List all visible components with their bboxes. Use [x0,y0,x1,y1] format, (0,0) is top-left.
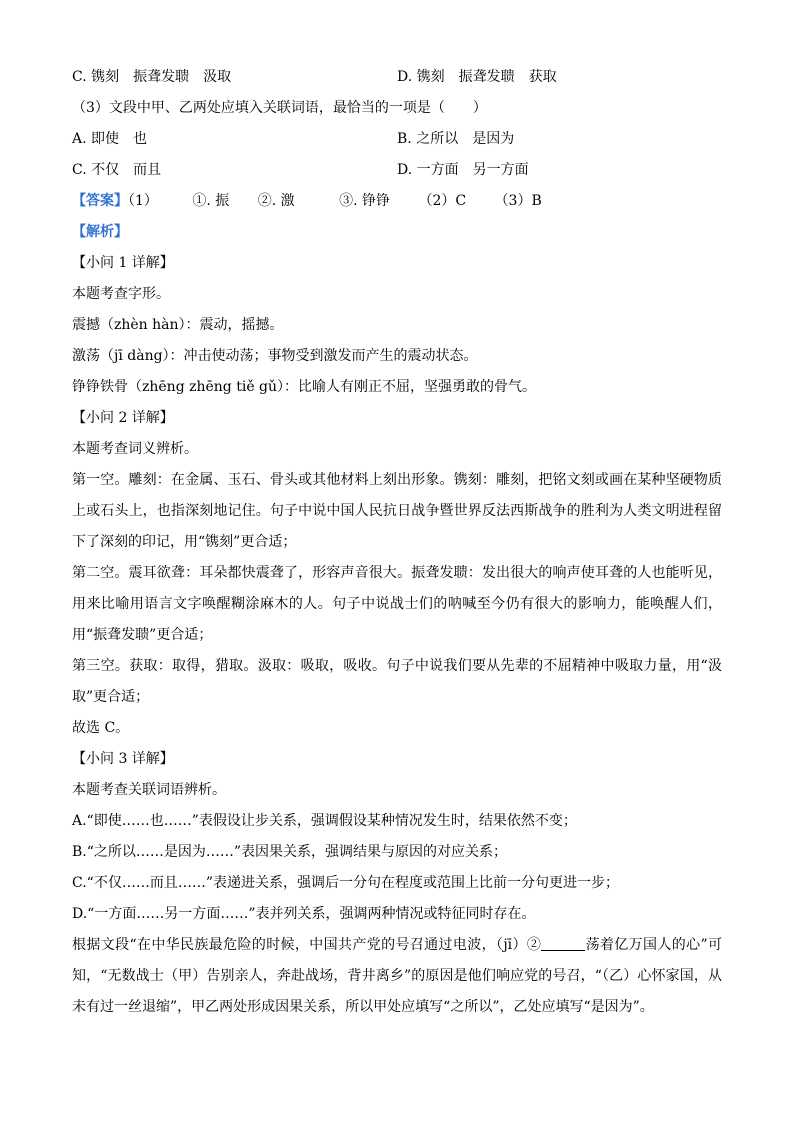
section-2-paragraph-1: 第一空。雕刻：在金属、玉石、骨头或其他材料上刻出形象。镌刻：雕刻，把铭文刻或画在某种坚硬物质上或石头上，也指深刻地记住。句子中说中国人民抗日战争暨世界反法西斯战争的胜利为人类文明进程留下了深刻的印记，用“镌刻”更合适； [72,472,722,550]
q3-option-a: A. 即使 也 [72,131,148,147]
final-paragraph-rest: 荡着亿万国人的心”可知，“无数战士（甲）告别亲人，奔赴战场，背井离乡”的原因是他们响应党的号召，“（乙）心怀家国，从未有过一丝退缩”，甲乙两处形成因果关系，所以甲处应填写“之所以”，乙处应填写“是因为”。 [72,937,722,1015]
document-page [72,62,722,1023]
analysis-tag: 【解析】 [72,224,128,240]
answer-item-1: ①. 振 [192,193,230,209]
section-1-title: 【小问 1 详解】 [72,255,174,271]
q3-stem: （3）文段中甲、乙两处应填入关联词语，最恰当的一项是（ ） [72,100,487,116]
section-3-intro: 本题考查关联词语辨析。 [72,782,226,798]
q3-option-b: B. 之所以 是因为 [397,131,515,147]
section-2-title: 【小问 2 详解】 [72,410,174,426]
answer-row [72,186,722,217]
answer-item-3: ③. 铮铮 [339,193,390,209]
section-1-line-1: 震撼（zhèn hàn）：震动，摇撼。 [72,317,284,333]
section-3-option-c: C.“不仅……而且……”表递进关系，强调后一分句在程度或范围上比前一分句更进一步； [72,875,619,891]
section-3-option-d: D.“一方面……另一方面……”表并列关系，强调两种情况或特征同时存在。 [72,906,536,922]
final-paragraph-start: 根据文段“在中华民族最危险的时候，中国共产党的号召通过电波，（jī）② [72,937,542,953]
q2-option-d: D. 镌刻 振聋发聩 获取 [397,69,557,85]
section-3-final-paragraph [72,930,722,1023]
q3-option-d: D. 一方面 另一方面 [397,162,529,178]
answer-part-2: （2）C [418,193,467,209]
section-3-option-a: A.“即使……也……”表假设让步关系，强调假设某种情况发生时，结果依然不变； [72,813,577,829]
q2-option-c: C. 镌刻 振聋发聩 汲取 [72,69,232,85]
section-1-line-3: 铮铮铁骨（zhēng zhēng tiě gǔ）：比喻人有刚正不屈，坚强勇敢的骨气。 [72,379,537,395]
answer-part-3: （3）B [494,193,542,209]
section-1-intro: 本题考查字形。 [72,286,170,302]
section-2-conclusion: 故选 C。 [72,720,130,736]
q3-option-c: C. 不仅 而且 [72,162,162,178]
section-3-option-b: B.“之所以……是因为……”表因果关系，强调结果与原因的对应关系； [72,844,508,860]
section-3-title: 【小问 3 详解】 [72,751,174,767]
section-1-line-2: 激荡（jī dàng）：冲击使动荡；事物受到激发而产生的震动状态。 [72,348,478,364]
answer-item-2: ②. 激 [257,193,295,209]
section-2-paragraph-3: 第三空。获取：取得，猎取。汲取：吸取，吸收。句子中说我们要从先辈的不屈精神中吸取力量，用“汲取”更合适； [72,658,722,705]
q3-options-row-2 [72,155,722,186]
section-2-paragraph-2: 第二空。震耳欲聋：耳朵都快震聋了，形容声音很大。振聋发聩：发出很大的响声使耳聋的人也能听见，用来比喻用语言文字唤醒糊涂麻木的人。句子中说战士们的呐喊至今仍有很大的影响力，能唤醒人们，用“振聋发聩”更合适； [72,565,722,643]
answer-tag: 【答案】 [72,193,128,209]
q2-options-row [72,62,722,93]
section-2-intro: 本题考查词义辨析。 [72,441,198,457]
fill-blank [541,934,585,951]
q3-options-row-1 [72,124,722,155]
answer-part-1: （1） [128,193,158,209]
